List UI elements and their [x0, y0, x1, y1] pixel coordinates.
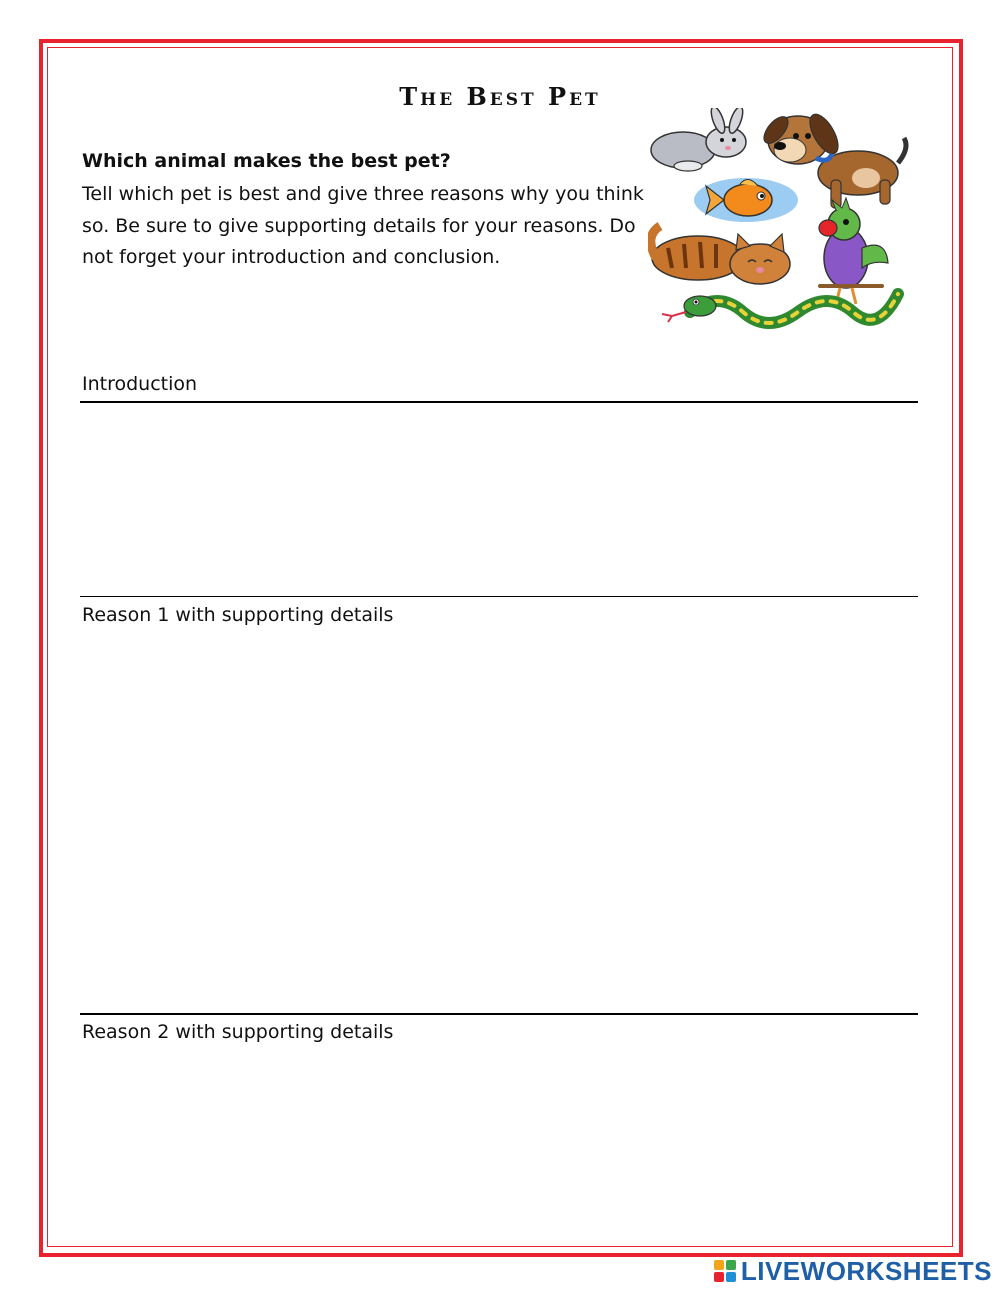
- footer-brand-text: LIVEWORKSHEETS: [740, 1255, 992, 1286]
- parrot-icon: [818, 198, 888, 304]
- liveworksheets-logo-icon: [714, 1260, 736, 1282]
- footer-brand: [714, 1255, 992, 1287]
- question-heading: Which animal makes the best pet?: [82, 150, 451, 172]
- snake-icon: [662, 294, 898, 323]
- cat-icon: [651, 226, 790, 284]
- section-label-reason1: Reason 1 with supporting details: [82, 604, 394, 626]
- section-label-introduction: Introduction: [82, 373, 198, 395]
- reason2-rule: [80, 1013, 918, 1015]
- instructions-text: Tell which pet is best and give three reasons why you think so. Be sure to give supporting details for your reasons. Do not forget your introduction and conclusion.: [82, 183, 644, 268]
- reason1-rule: [80, 596, 918, 597]
- rabbit-icon: [651, 108, 746, 171]
- section-label-reason2: Reason 2 with supporting details: [82, 1021, 394, 1043]
- introduction-rule: [80, 401, 918, 403]
- worksheet-title: The Best Pet: [399, 82, 601, 111]
- fish-icon: [694, 178, 798, 222]
- pets-illustration: [648, 108, 910, 340]
